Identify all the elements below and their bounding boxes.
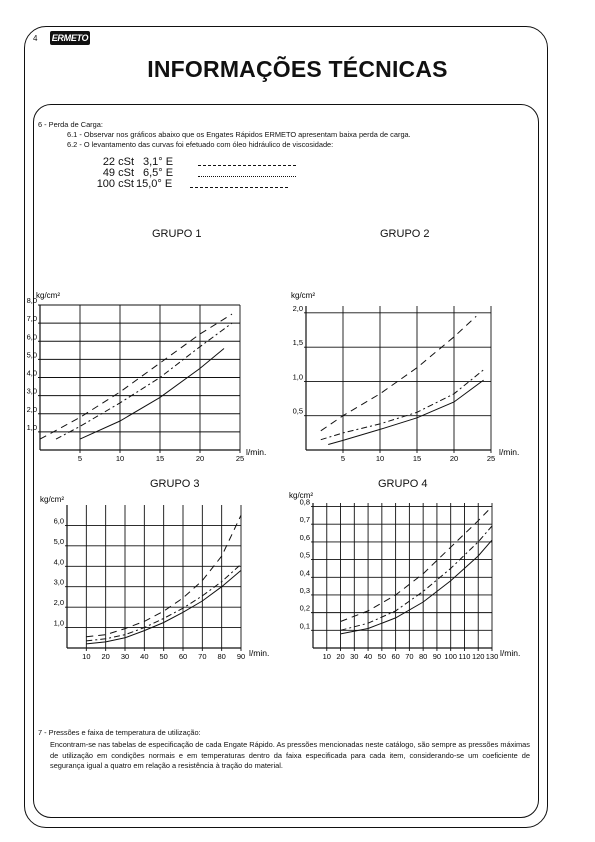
chart1	[27, 291, 267, 463]
y-tick-label: 0,8	[299, 497, 310, 507]
x-tick-label: 15	[155, 454, 165, 463]
y-axis-label: kg/cm²	[36, 291, 60, 300]
viscosity-engler-100: 15,0° E	[136, 178, 173, 190]
x-tick-label: 40	[363, 652, 373, 661]
x-tick-label: 10	[322, 652, 331, 661]
chart3-title: GRUPO 3	[150, 478, 200, 490]
x-tick-label: 80	[217, 652, 226, 661]
x-tick-label: 130	[485, 652, 499, 661]
x-tick-label: 20	[449, 454, 459, 463]
y-tick-label: 0,1	[299, 621, 310, 631]
ermeto-logo: ERMETO	[51, 33, 89, 43]
x-tick-label: 60	[391, 652, 400, 661]
y-tick-label: 3,0	[26, 386, 37, 396]
x-tick-label: 70	[405, 652, 414, 661]
y-tick-label: 8,0	[26, 296, 37, 305]
page-title: INFORMAÇÕES TÉCNICAS	[147, 56, 448, 82]
y-tick-label: 0,4	[299, 568, 310, 578]
x-tick-label: 50	[159, 652, 168, 661]
y-tick-label: 1,0	[53, 618, 64, 628]
section6-item2: 6.2 - O levantamento das curvas foi efetuado com óleo hidráulico de viscosidade:	[67, 140, 334, 149]
y-tick-label: 0,3	[299, 585, 310, 595]
viscosity-engler-49: 6,5° E	[143, 167, 174, 179]
y-tick-label: 5,0	[26, 350, 37, 360]
y-tick-label: 2,0	[53, 598, 64, 608]
viscosity-cst-22: 22 cSt	[102, 156, 134, 168]
x-axis-label: l/min.	[246, 447, 267, 457]
y-tick-label: 5,0	[53, 536, 64, 546]
y-tick-label: 4,0	[26, 368, 37, 378]
x-tick-label: 5	[340, 454, 346, 463]
y-tick-label: 3,0	[53, 577, 64, 587]
chart2-title: GRUPO 2	[380, 228, 430, 240]
chart2	[291, 291, 519, 463]
y-tick-label: 0,5	[299, 550, 310, 560]
series-line-dashed	[321, 316, 476, 431]
x-tick-label: 100	[444, 652, 457, 661]
x-axis-label: l/min.	[499, 447, 520, 457]
section7-text: Encontram-se nas tabelas de especificação de cada Engate Rápido. As pressões mencionadas neste catálogo, são sempre as pressões máximas de utilização em condições normais e em temperaturas dentro da faixa especificada para cada item, considerando-se um coeficiente de segurança igual a quatro em relação a resistência à tração do material.	[50, 740, 530, 771]
x-tick-label: 25	[486, 454, 496, 463]
x-axis-label: l/min.	[249, 648, 270, 658]
y-tick-label: 1,0	[26, 422, 37, 432]
chart1-title: GRUPO 1	[152, 228, 202, 240]
x-tick-label: 20	[195, 454, 205, 463]
x-tick-label: 90	[432, 652, 442, 661]
x-tick-label: 20	[101, 652, 110, 661]
section6-item1: 6.1 - Observar nos gráficos abaixo que os Engates Rápidos ERMETO apresentam baixa perda de carga.	[67, 130, 411, 139]
x-tick-label: 30	[350, 652, 359, 661]
x-tick-label: 10	[375, 454, 385, 463]
y-tick-label: 6,0	[53, 516, 64, 526]
x-tick-label: 90	[236, 652, 246, 661]
series-line-solid	[80, 349, 224, 440]
x-tick-label: 10	[82, 652, 91, 661]
x-tick-label: 5	[77, 454, 83, 463]
x-tick-label: 60	[178, 652, 188, 661]
x-tick-label: 10	[115, 454, 125, 463]
x-tick-label: 15	[412, 454, 422, 463]
chart4-title: GRUPO 4	[378, 478, 428, 490]
chart4	[289, 491, 520, 661]
x-tick-label: 110	[458, 652, 471, 661]
y-axis-label: kg/cm²	[289, 491, 313, 500]
viscosity-cst-49: 49 cSt	[102, 167, 134, 179]
y-tick-label: 4,0	[53, 557, 64, 567]
viscosity-engler-22: 3,1° E	[143, 156, 174, 168]
x-tick-label: 40	[140, 652, 149, 661]
chart3	[40, 495, 269, 661]
y-tick-label: 6,0	[26, 332, 37, 342]
y-tick-label: 0,5	[292, 406, 303, 416]
y-tick-label: 0,6	[299, 532, 310, 542]
x-tick-label: 30	[120, 652, 130, 661]
x-tick-label: 120	[471, 652, 485, 661]
x-tick-label: 25	[235, 454, 245, 463]
section7-heading: 7 - Pressões e faixa de temperatura de utilização:	[38, 728, 201, 737]
viscosity-cst-100: 100 cSt	[96, 178, 134, 190]
y-tick-label: 0,2	[299, 603, 310, 613]
y-tick-label: 7,0	[26, 314, 37, 324]
x-tick-label: 20	[336, 652, 345, 661]
series-line-solid	[328, 380, 483, 444]
y-tick-label: 2,0	[26, 404, 37, 414]
x-tick-label: 50	[377, 652, 387, 661]
series-line-dash-dot	[56, 323, 232, 439]
y-axis-label: kg/cm²	[291, 291, 315, 300]
y-tick-label: 1,5	[292, 338, 303, 348]
x-tick-label: 70	[198, 652, 207, 661]
section6-heading: 6 - Perda de Carga:	[38, 120, 103, 129]
series-line-dash-dot	[321, 370, 484, 440]
series-line-solid	[341, 540, 493, 634]
x-axis-label: l/min.	[500, 648, 521, 658]
series-line-dashed	[40, 314, 232, 439]
y-tick-label: 2,0	[292, 303, 303, 313]
y-axis-label: kg/cm²	[40, 495, 64, 504]
y-tick-label: 1,0	[292, 372, 303, 382]
page-number: 4	[33, 34, 38, 43]
x-tick-label: 80	[418, 652, 428, 661]
y-tick-label: 0,7	[299, 515, 310, 525]
